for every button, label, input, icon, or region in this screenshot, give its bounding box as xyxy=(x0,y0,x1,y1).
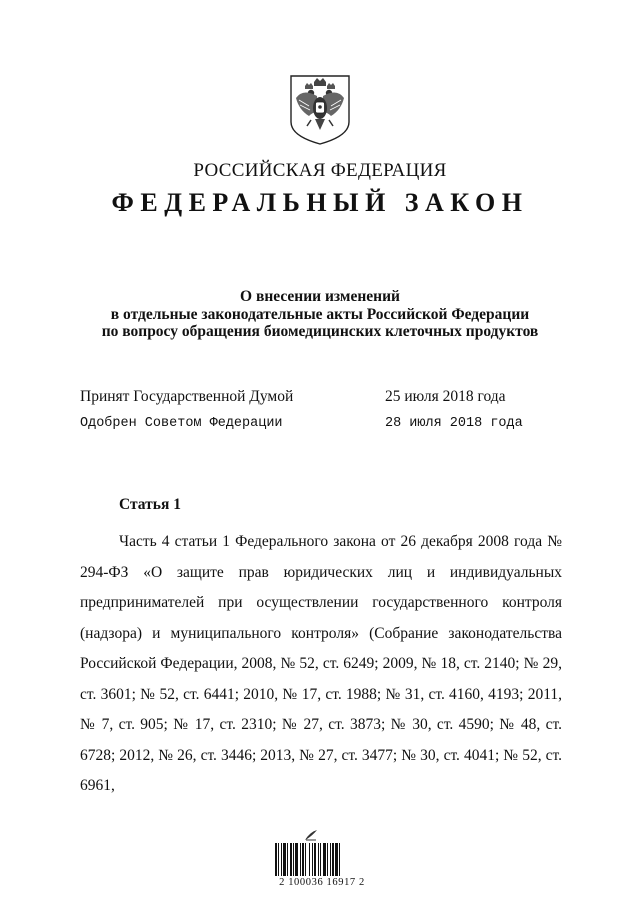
feather-mark-icon xyxy=(304,829,318,841)
duma-adoption-label: Принят Государственной Думой xyxy=(80,388,294,405)
barcode-number: 2 100036 16917 2 xyxy=(279,877,365,888)
law-title-line: в отдельные законодательные акты Российской Федерации xyxy=(110,305,530,323)
law-type-heading: ФЕДЕРАЛЬНЫЙ ЗАКОН xyxy=(111,188,529,217)
country-name: РОССИЙСКАЯ ФЕДЕРАЦИЯ xyxy=(193,160,447,181)
law-title xyxy=(60,288,580,341)
russian-coat-of-arms-icon xyxy=(287,72,353,146)
council-approval-date: 28 июля 2018 года xyxy=(385,416,523,431)
duma-adoption-date: 25 июля 2018 года xyxy=(385,388,506,405)
law-title-line: О внесении изменений xyxy=(240,288,400,305)
barcode-icon xyxy=(275,843,368,876)
article-heading: Статья 1 xyxy=(119,496,181,513)
article-body: Часть 4 статьи 1 Федерального закона от 26 декабря 2008 года № 294-ФЗ «О защите прав юридических лиц и индивидуальных предпринимателей при осуществлении государственного контроля (надзора) и муниципального контроля» (Собрание законодательства Российской Федерации, 2008, № 52, ст. 6249; 2009, № 18, ст. 2140; № 29, ст. 3601; № 52, ст. 6441; 2010, № 17, ст. 1988; № 31, ст. 4160, 4193; 2011, № 7, ст. 905; № 17, ст. 2310; № 27, ст. 3873; № 30, ст. 4590; № 48, ст. 6728; 2012, № 26, ст. 3446; 2013, № 27, ст. 3477; № 30, ст. 4041; № 52, ст. 6961, xyxy=(80,533,562,794)
council-approval-label: Одобрен Советом Федерации xyxy=(80,416,283,431)
law-title-line: по вопросу обращения биомедицинских клеточных продуктов xyxy=(101,323,539,340)
